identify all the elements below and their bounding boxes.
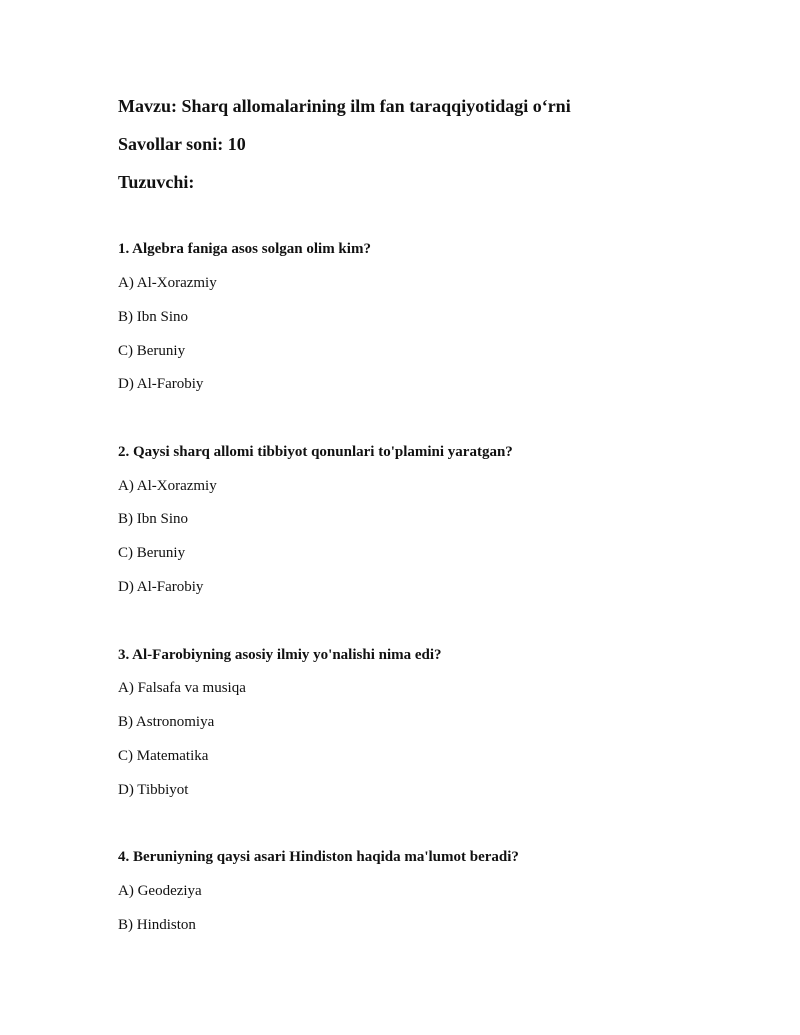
question-2-option-c: C) Beruniy [118, 545, 186, 561]
question-1-option-c: C) Beruniy [118, 343, 186, 359]
question-3-text: 3. Al-Farobiyning asosiy ilmiy yo'nalishi nima edi? [118, 647, 442, 663]
question-2-option-b: B) Ibn Sino [118, 511, 189, 527]
question-1-option-a: A) Al-Xorazmiy [118, 275, 217, 291]
question-2-option-d: D) Al-Farobiy [118, 579, 204, 595]
question-3-option-d: D) Tibbiyot [118, 782, 189, 798]
document-topic: Mavzu: Sharq allomalarining ilm fan taraqqiyotidagi o‘rni [118, 96, 571, 116]
question-3-option-c: C) Matematika [118, 748, 209, 764]
question-1-text: 1. Algebra faniga asos solgan olim kim? [118, 241, 371, 257]
author-label: Tuzuvchi: [118, 172, 195, 192]
question-1-option-d: D) Al-Farobiy [118, 376, 204, 392]
question-4-text: 4. Beruniyning qaysi asari Hindiston haqida ma'lumot beradi? [118, 849, 519, 865]
question-1-option-b: B) Ibn Sino [118, 309, 189, 325]
question-count: Savollar soni: 10 [118, 134, 246, 154]
question-2-option-a: A) Al-Xorazmiy [118, 478, 217, 494]
question-4-option-b: B) Hindiston [118, 917, 196, 933]
question-4-option-a: A) Geodeziya [118, 883, 202, 899]
question-3-option-b: B) Astronomiya [118, 714, 215, 730]
question-2-text: 2. Qaysi sharq allomi tibbiyot qonunlari to'plamini yaratgan? [118, 444, 513, 460]
question-3-option-a: A) Falsafa va musiqa [118, 680, 246, 696]
